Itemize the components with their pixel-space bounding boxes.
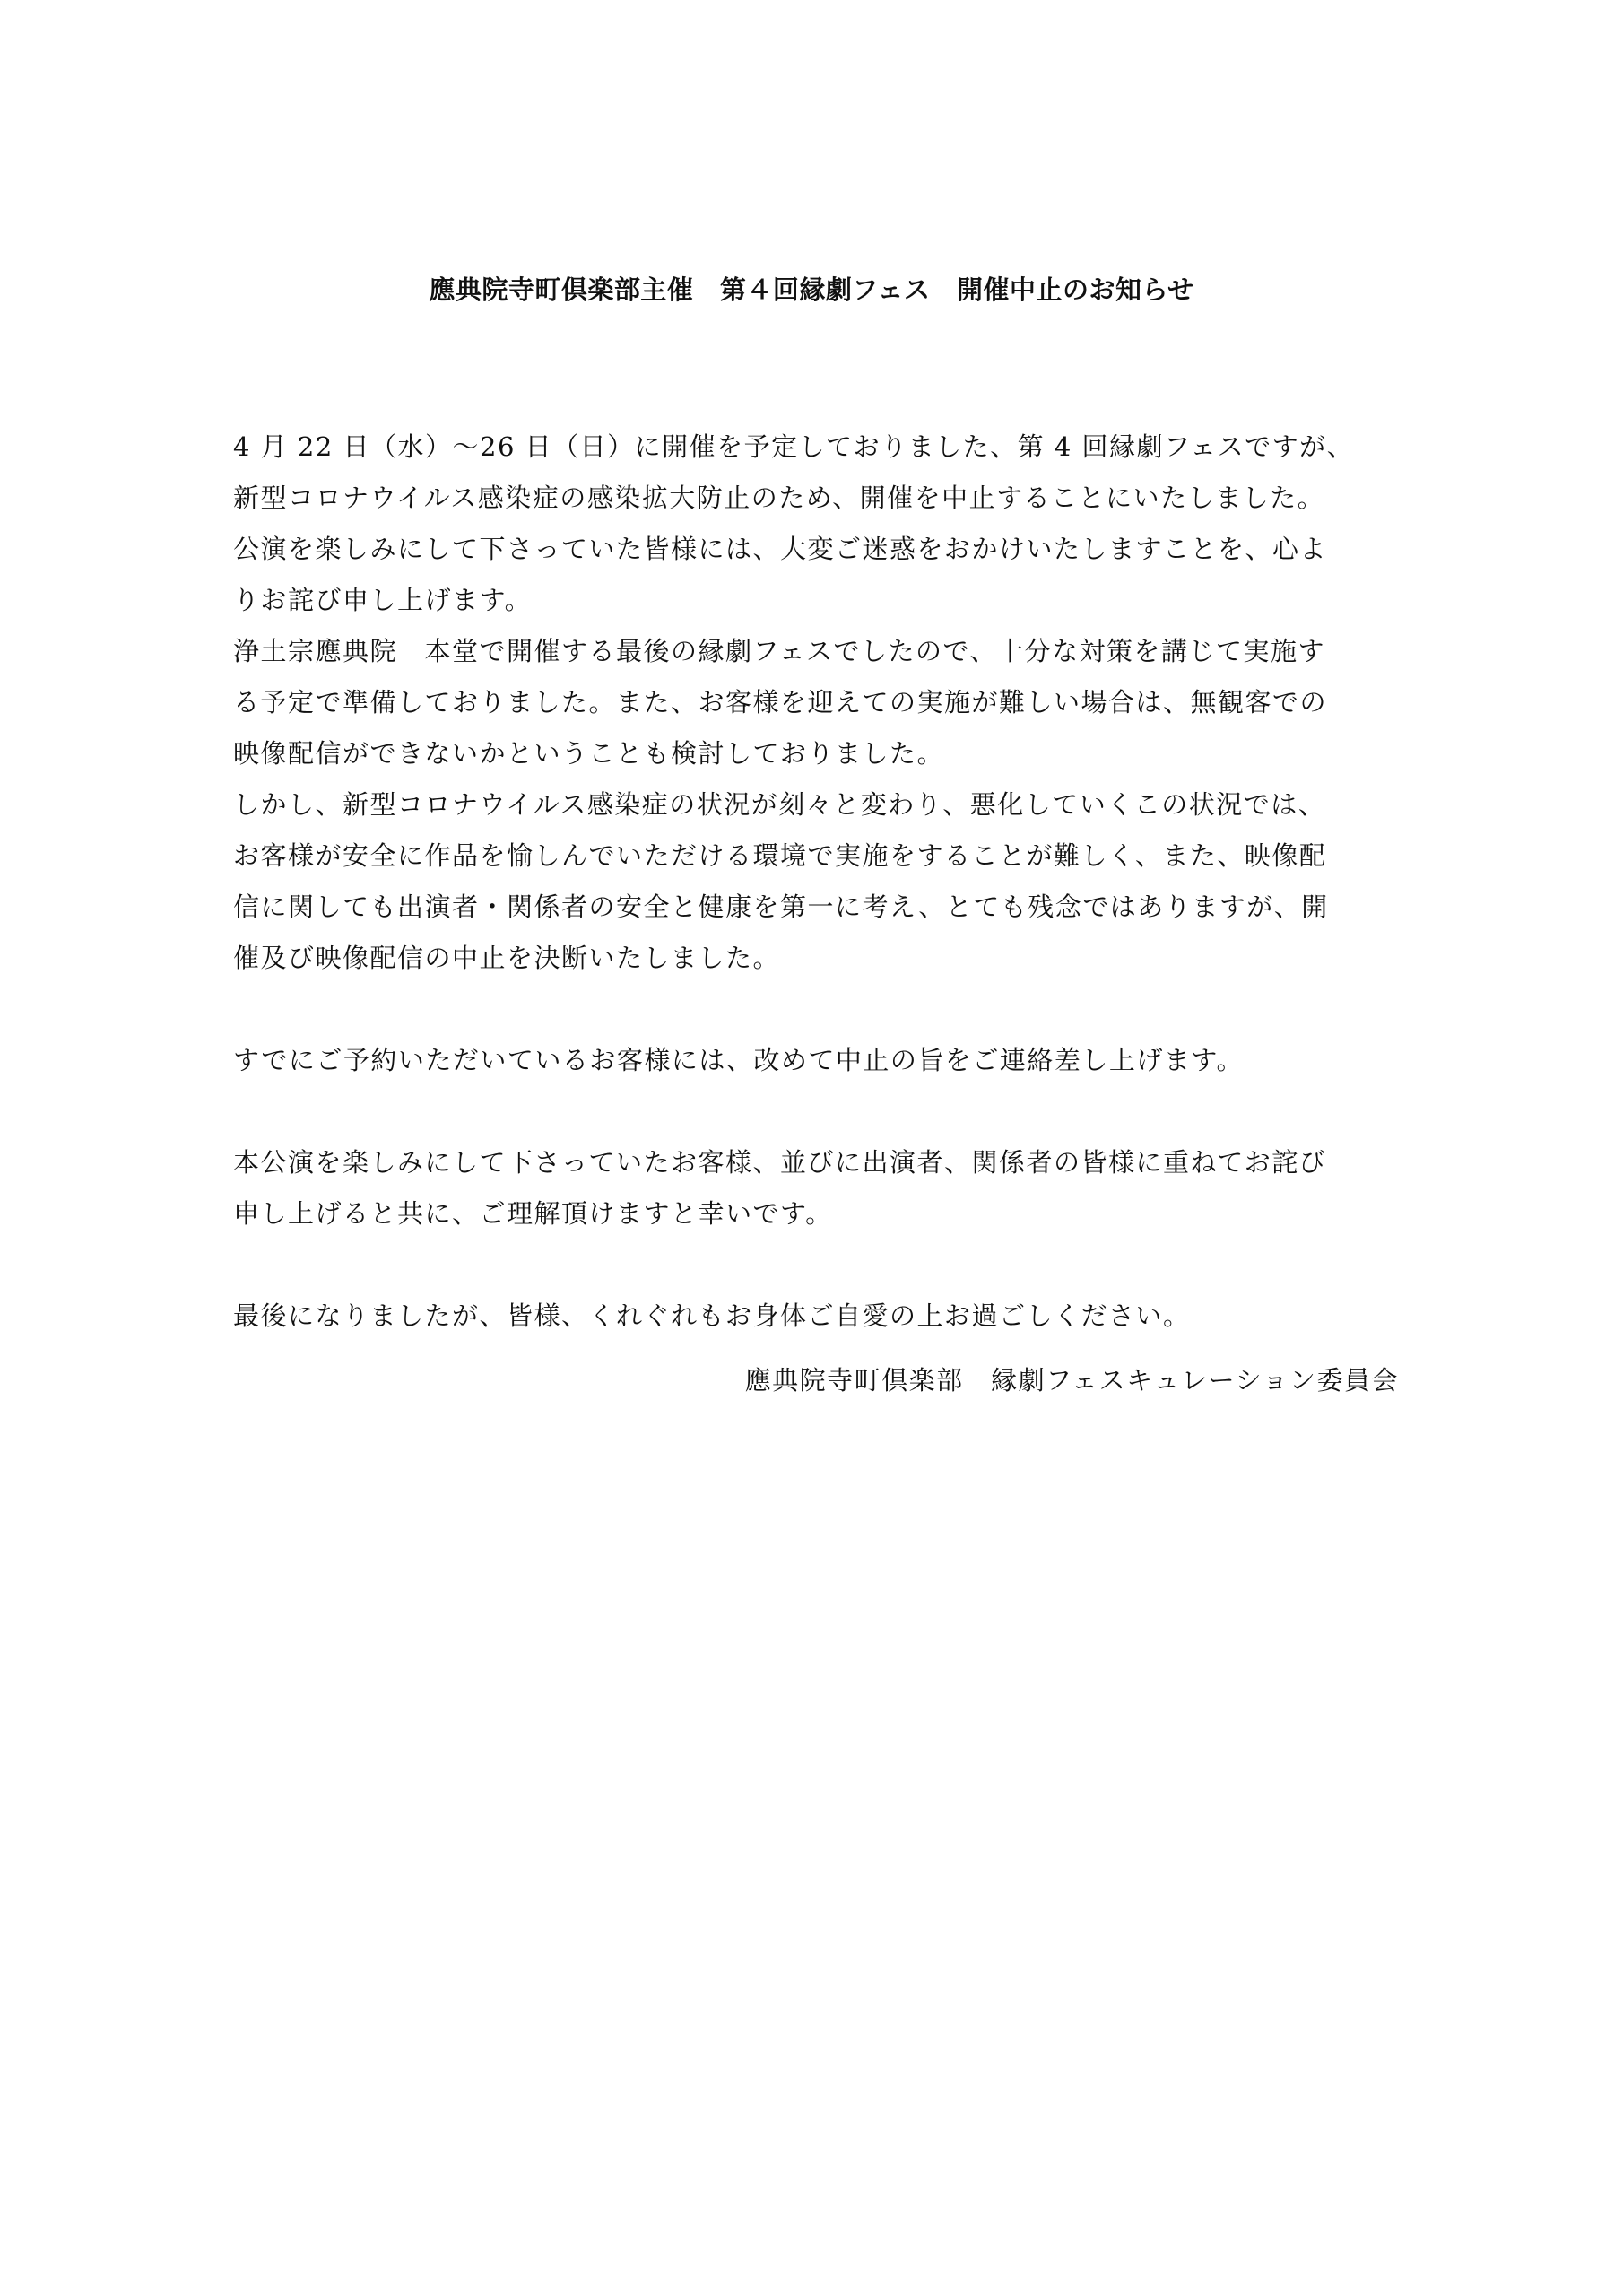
text-line: る予定で準備しておりました。また、お客様を迎えての実施が難しい場合は、無観客での bbox=[233, 687, 1328, 718]
text-line: りお詫び申し上げます。 bbox=[233, 585, 533, 615]
text-line: 申し上げると共に、ご理解頂けますと幸いです。 bbox=[233, 1198, 833, 1229]
text-line: 信に関しても出演者・関係者の安全と健康を第一に考え、とても残念ではありますが、開 bbox=[233, 891, 1329, 922]
text-line: 最後になりましたが、皆様、くれぐれもお身体ご自愛の上お過ごしください。 bbox=[233, 1300, 1191, 1331]
text-line: 本公演を楽しみにして下さっていたお客様、並びに出演者、関係者の皆様に重ねてお詫び bbox=[233, 1147, 1327, 1178]
text-line: 公演を楽しみにして下さっていた皆様には、大変ご迷惑をおかけいたしますことを、心よ bbox=[233, 534, 1328, 564]
text-line: 催及び映像配信の中止を決断いたしました。 bbox=[233, 943, 781, 973]
paragraph bbox=[233, 1291, 1399, 1342]
text-line: すでにご予約いただいているお客様には、改めて中止の旨をご連絡差し上げます。 bbox=[233, 1045, 1245, 1075]
body-text bbox=[233, 422, 1399, 1342]
page-title: 應典院寺町倶楽部主催 第４回縁劇フェス 開催中止のお知らせ bbox=[429, 274, 1194, 305]
paragraph-spacer bbox=[233, 984, 1399, 1035]
paragraph-spacer bbox=[233, 1086, 1399, 1137]
paragraph bbox=[233, 1137, 1399, 1239]
paragraph-spacer bbox=[233, 1239, 1399, 1291]
text-line: 4 月 22 日（水）～26 日（日）に開催を予定しておりました、第 4 回縁劇フェスですが、 bbox=[233, 431, 1355, 462]
signature: 應典院寺町倶楽部 縁劇フェスキュレーション委員会 bbox=[744, 1365, 1399, 1396]
paragraph bbox=[233, 1035, 1399, 1086]
text-line: 浄土宗應典院 本堂で開催する最後の縁劇フェスでしたので、十分な対策を講じて実施す bbox=[233, 636, 1325, 666]
paragraph bbox=[233, 422, 1399, 984]
text-line: 映像配信ができないかということも検討しておりました。 bbox=[233, 738, 945, 769]
text-line: しかし、新型コロナウイルス感染症の状況が刻々と変わり、悪化していくこの状況では、 bbox=[233, 789, 1326, 820]
text-line: お客様が安全に作品を愉しんでいただける環境で実施をすることが難しく、また、映像配 bbox=[233, 840, 1327, 871]
text-line: 新型コロナウイルス感染症の感染拡大防止のため、開催を中止することにいたしました。 bbox=[233, 483, 1325, 513]
